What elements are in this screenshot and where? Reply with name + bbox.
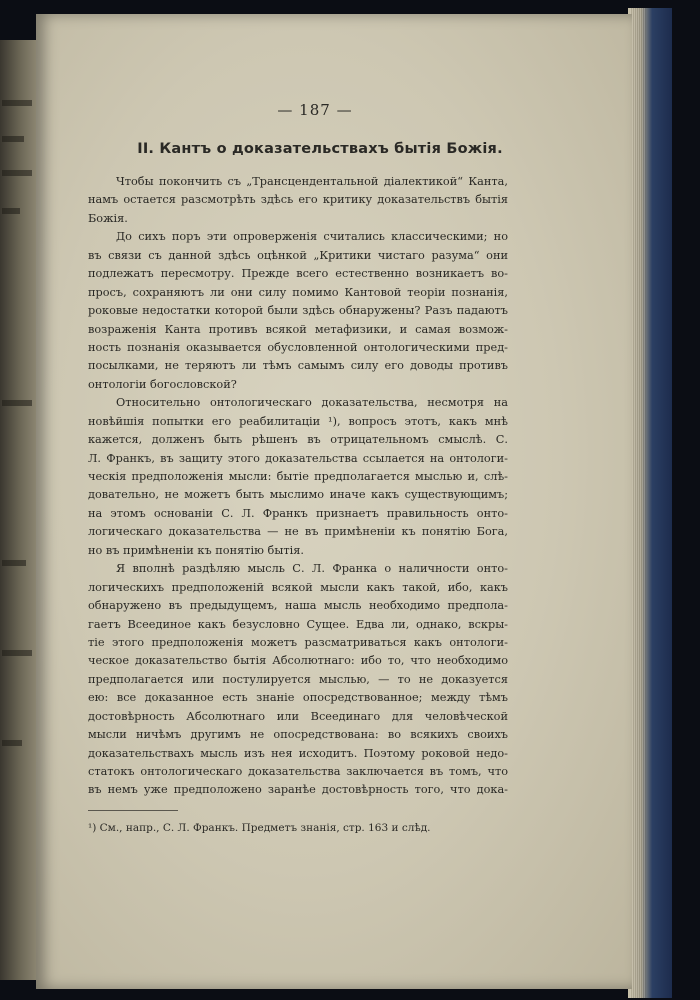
text-line: на этомъ основаніи С. Л. Франкъ признаетъ правильность онто- <box>88 506 508 520</box>
footnote: ¹) См., напр., С. Л. Франкъ. Предметъ знанія, стр. 163 и слѣд. <box>88 822 431 834</box>
text-line: логическаго доказательства — не въ примѣненіи къ понятію Бога, <box>88 525 508 539</box>
text-line: Относительно онтологическаго доказательства, несмотря на <box>116 396 508 410</box>
text-line: предполагается или постулируется мыслью, — то не доказуется <box>88 672 508 686</box>
text-line: ческія предположенія мысли: бытіе предполагается мыслью и, слѣ- <box>88 470 508 483</box>
text-line: обнаружено въ предыдущемъ, наша мысль необходимо предпола- <box>88 599 508 613</box>
text-line: просъ, сохраняютъ ли они силу помимо Кантовой теоріи познанія, <box>88 285 508 299</box>
text-line: роковые недостатки которой были здѣсь обнаружены? Разъ падаютъ <box>88 304 508 318</box>
text-line: въ немъ уже предположено заранѣе достовѣрность того, что дока- <box>88 783 508 797</box>
page-number: — 187 — <box>277 101 353 119</box>
text-line: достовѣрность Абсолютнаго или Всеединаго для человѣческой <box>88 709 508 723</box>
text-line: Чтобы покончить съ „Трансцендентальной діалектикой“ Канта, <box>116 175 508 188</box>
text-line: Я вполнѣ раздѣляю мысль С. Л. Франка о наличности онто- <box>116 562 508 576</box>
text-line: онтологіи богословской? <box>88 377 237 391</box>
text-line: логическихъ предположеній всякой мысли какъ такой, ибо, какъ <box>88 580 508 594</box>
section-heading: II. Кантъ о доказательствахъ бытія Божія. <box>137 141 503 157</box>
text-line: ческое доказательство бытія Абсолютнаго: ибо то, что необходимо <box>88 654 508 668</box>
text-line: возраженія Канта противъ всякой метафизики, и самая возмож- <box>88 322 508 336</box>
book-cover-edge <box>628 8 672 998</box>
text-line: ею: все доказанное есть знаніе опосредствованное; между тѣмъ <box>88 691 508 705</box>
text-line: ность познанія оказывается обусловленной онтологическими пред- <box>88 340 508 354</box>
text-line: Л. Франкъ, въ защиту этого доказательства ссылается на онтологи- <box>88 451 508 465</box>
body-text <box>88 173 508 800</box>
footnote-rule <box>88 810 178 811</box>
text-line: довательно, не можетъ быть мыслимо иначе какъ существующимъ; <box>88 488 508 502</box>
text-line: Божія. <box>88 211 128 225</box>
text-line: До сихъ поръ эти опроверженія считались классическими; но <box>116 230 508 244</box>
text-line: подлежатъ пересмотру. Прежде всего естественно возникаетъ во- <box>88 267 508 281</box>
text-line: мысли ничѣмъ другимъ не опосредствована: во всякихъ своихъ <box>88 728 508 742</box>
text-line: доказательствахъ мысль изъ нея исходитъ. Поэтому роковой недо- <box>88 746 508 760</box>
text-line: намъ остается разсмотрѣть здѣсь его критику доказательствъ бытія <box>88 193 508 207</box>
text-line: но въ примѣненіи къ понятію бытія. <box>88 543 304 557</box>
text-line: въ связи съ данной здѣсь оцѣнкой „Критики чистаго разума“ они <box>88 248 508 262</box>
text-line: гаетъ Всеединое какъ безусловно Сущее. Едва ли, однако, вскры- <box>88 617 508 631</box>
facing-page-edge <box>0 40 36 980</box>
text-line: посылками, не теряютъ ли тѣмъ самымъ силу его доводы противъ <box>88 359 508 373</box>
text-line: статокъ онтологическаго доказательства заключается въ томъ, что <box>88 765 508 778</box>
text-line: кажется, долженъ быть рѣшенъ въ отрицательномъ смыслѣ. С. <box>88 433 508 447</box>
text-line: новѣйшія попытки его реабилитаціи ¹), вопросъ этотъ, какъ мнѣ <box>88 414 508 428</box>
text-line: тіе этого предположенія можетъ разсматриваться какъ онтологи- <box>88 635 508 649</box>
